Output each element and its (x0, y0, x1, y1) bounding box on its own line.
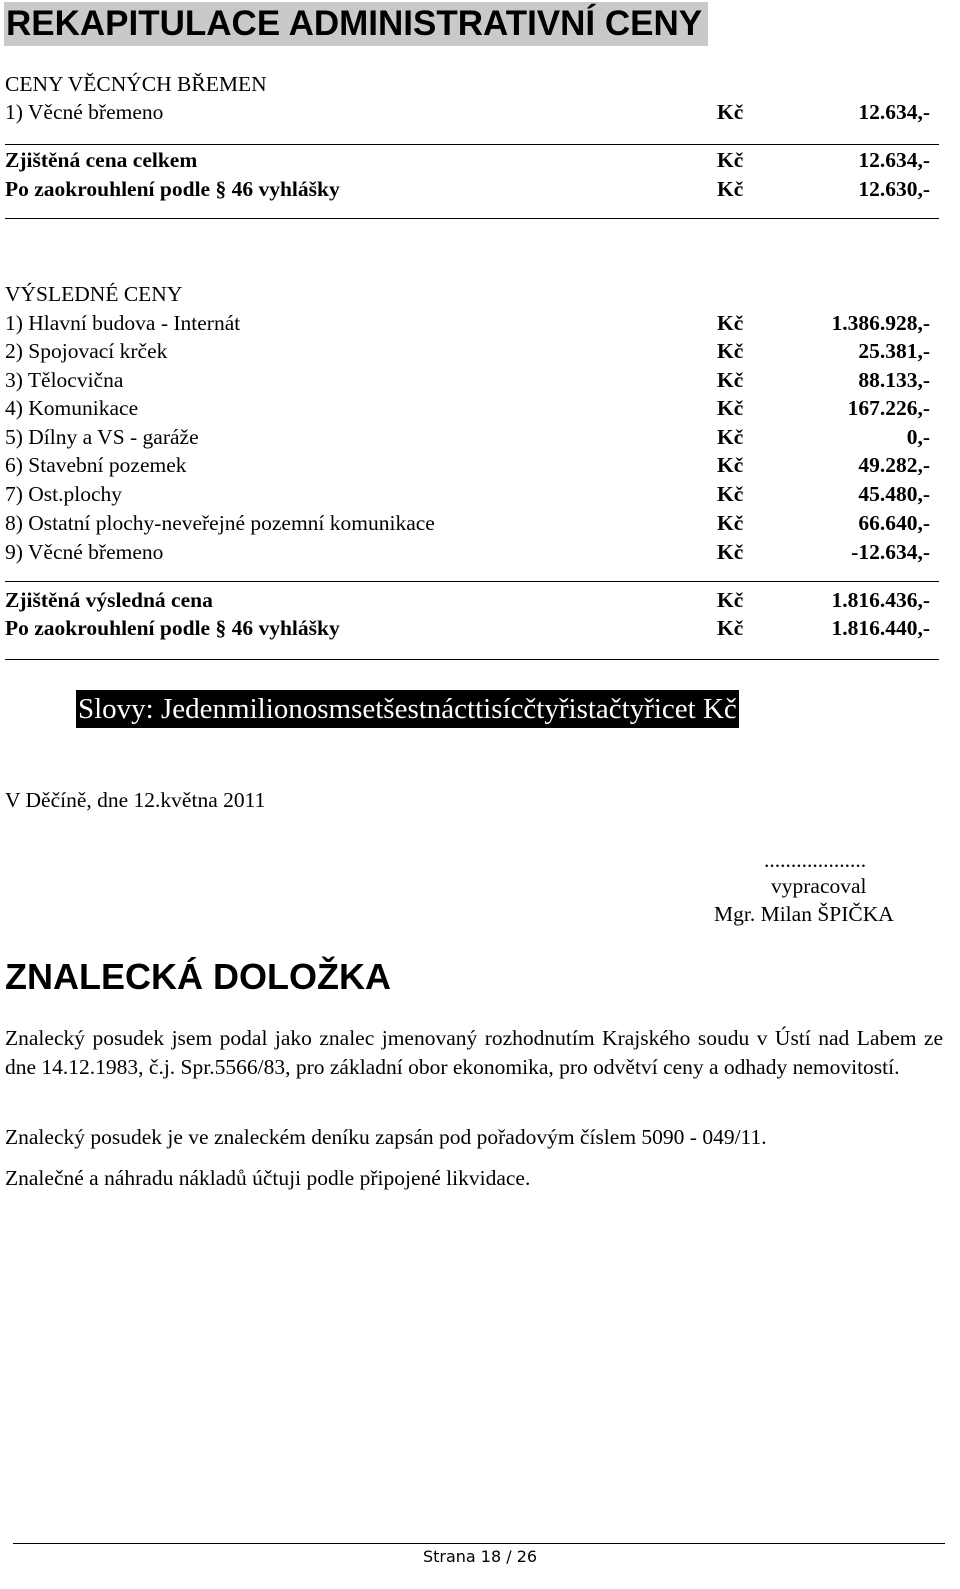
signature-dots: ................... (764, 848, 867, 872)
page-number: Strana 18 / 26 (422, 1547, 538, 1566)
row-amount: -12.634,- (851, 540, 930, 564)
row-currency: Kč (717, 588, 744, 612)
row-label: 5) Dílny a VS - garáže (5, 425, 199, 449)
result-row (5, 451, 930, 480)
row-currency: Kč (717, 482, 744, 506)
easements-rounded-row (5, 175, 930, 204)
row-currency: Kč (717, 339, 744, 363)
result-row (5, 480, 930, 509)
row-label: 8) Ostatní plochy-neveřejné pozemní komunikace (5, 511, 435, 535)
row-amount: 12.630,- (858, 177, 930, 201)
row-amount: 1.386.928,- (831, 311, 930, 335)
expert-clause-paragraph: Znalecký posudek je ve znaleckém deníku zapsán pod pořadovým číslem 5090 - 049/11. (5, 1125, 767, 1149)
row-amount: 12.634,- (858, 148, 930, 172)
row-label: Zjištěná výsledná cena (5, 588, 213, 612)
row-label: 1) Věcné břemeno (5, 100, 164, 124)
row-currency: Kč (717, 511, 744, 535)
expert-clause-paragraph: Znalecký posudek jsem podal jako znalec jmenovaný rozhodnutím Krajského soudu v Ústí nad Labem ze dne 14.12.1983, č.j. Spr.5566/83, pro základní obor ekonomika, pro odvětví ceny a odhady nemovitostí. (5, 1026, 943, 1079)
price-in-words: Slovy: Jedenmilionosmsetšestnácttisícčtyřistačtyřicet Kč (76, 690, 739, 728)
signature-role: vypracoval (771, 874, 867, 898)
result-row (5, 394, 930, 423)
place-date: V Děčíně, dne 12.května 2011 (5, 788, 266, 812)
easements-title: CENY VĚCNÝCH BŘEMEN (5, 72, 267, 96)
row-amount: 12.634,- (858, 100, 930, 124)
result-row (5, 309, 930, 338)
row-amount: 167.226,- (847, 396, 930, 420)
row-currency: Kč (717, 616, 744, 640)
footer-divider (13, 1543, 945, 1544)
row-currency: Kč (717, 540, 744, 564)
divider (5, 659, 939, 660)
row-amount: 25.381,- (858, 339, 930, 363)
row-amount: 0,- (906, 425, 930, 449)
results-total-row (5, 586, 930, 615)
row-amount: 1.816.436,- (831, 588, 930, 612)
row-amount: 45.480,- (858, 482, 930, 506)
results-rounded-row (5, 614, 930, 643)
row-currency: Kč (717, 453, 744, 477)
row-currency: Kč (717, 396, 744, 420)
divider (5, 581, 939, 582)
result-row (5, 366, 930, 395)
row-label: 2) Spojovací krček (5, 339, 168, 363)
easements-total-row (5, 146, 930, 175)
row-currency: Kč (717, 148, 744, 172)
row-label: 6) Stavební pozemek (5, 453, 187, 477)
row-amount: 49.282,- (858, 453, 930, 477)
page-heading: REKAPITULACE ADMINISTRATIVNÍ CENY (4, 2, 708, 46)
row-amount: 66.640,- (858, 511, 930, 535)
row-label: 7) Ost.plochy (5, 482, 123, 506)
easement-row (5, 98, 930, 127)
divider (5, 144, 939, 145)
row-currency: Kč (717, 100, 744, 124)
row-currency: Kč (717, 425, 744, 449)
row-label: 1) Hlavní budova - Internát (5, 311, 241, 335)
result-row (5, 538, 930, 567)
row-currency: Kč (717, 368, 744, 392)
row-label: 9) Věcné břemeno (5, 540, 164, 564)
row-label: 3) Tělocvična (5, 368, 124, 392)
row-currency: Kč (717, 177, 744, 201)
result-row (5, 337, 930, 366)
signature-name: Mgr. Milan ŠPIČKA (714, 902, 894, 926)
expert-clause-paragraph: Znalečné a náhradu nákladů účtuji podle připojené likvidace. (5, 1166, 531, 1190)
row-currency: Kč (717, 311, 744, 335)
row-label: Po zaokrouhlení podle § 46 vyhlášky (5, 616, 340, 640)
row-amount: 88.133,- (858, 368, 930, 392)
expert-clause-title: ZNALECKÁ DOLOŽKA (5, 956, 391, 997)
row-label: Zjištěná cena celkem (5, 148, 198, 172)
results-title: VÝSLEDNÉ CENY (5, 282, 183, 306)
result-row (5, 423, 930, 452)
result-row (5, 509, 930, 538)
divider (5, 218, 939, 219)
row-label: 4) Komunikace (5, 396, 139, 420)
row-amount: 1.816.440,- (831, 616, 930, 640)
row-label: Po zaokrouhlení podle § 46 vyhlášky (5, 177, 340, 201)
